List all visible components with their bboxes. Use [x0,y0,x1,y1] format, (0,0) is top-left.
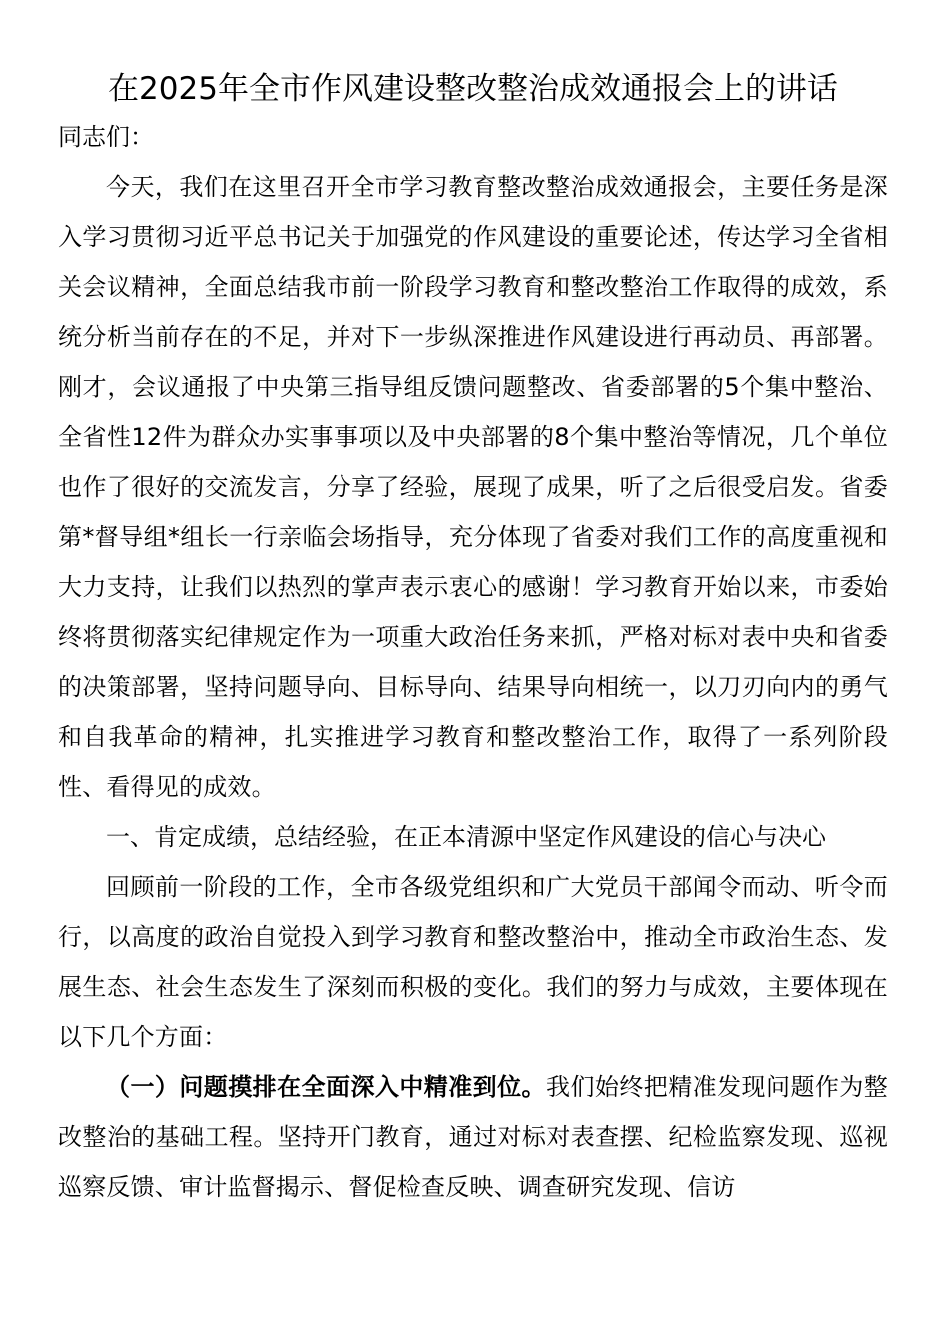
section-paragraph: 回顾前一阶段的工作，全市各级党组织和广大党员干部闻令而动、听令而行，以高度的政治自觉投入到学习教育和整改整治中，推动全市政治生态、发展生态、社会生态发生了深刻而积极的变化。我们的努力与成效，主要体现在以下几个方面： [58,873,888,1051]
salutation: 同志们： [58,123,154,151]
subsection-paragraph [58,1062,888,1212]
intro-paragraph: 今天，我们在这里召开全市学习教育整改整治成效通报会，主要任务是深入学习贯彻习近平总书记关于加强党的作风建设的重要论述，传达学习全省相关会议精神，全面总结我市前一阶段学习教育和整改整治工作取得的成效，系统分析当前存在的不足，并对下一步纵深推进作风建设进行再动员、再部署。刚才，会议通报了中央第三指导组反馈问题整改、省委部署的5个集中整治、全省性12件为群众办实事事项以及中央部署的8个集中整治等情况，几个单位也作了很好的交流发言，分享了经验，展现了成果，听了之后很受启发。省委第*督导组*组长一行亲临会场指导，充分体现了省委对我们工作的高度重视和大力支持，让我们以热烈的掌声表示衷心的感谢！学习教育开始以来，市委始终将贯彻落实纪律规定作为一项重大政治任务来抓，严格对标对表中央和省委的决策部署，坚持问题导向、目标导向、结果导向相统一，以刀刃向内的勇气和自我革命的精神，扎实推进学习教育和整改整治工作，取得了一系列阶段性、看得见的成效。 [58,173,888,801]
subsection-body: 我们始终把精准发现问题作为整改整治的基础工程。坚持开门教育，通过对标对表查摆、纪检监察发现、巡视巡察反馈、审计监督揭示、督促检查反映、调查研究发现、信访 [58,1073,888,1201]
subsection-lead: （一）问题摸排在全面深入中精准到位。 [106,1073,546,1101]
document-title: 在2025年全市作风建设整改整治成效通报会上的讲话 [108,71,838,107]
section-heading: 一、肯定成绩，总结经验，在正本清源中坚定作风建设的信心与决心 [106,823,826,851]
